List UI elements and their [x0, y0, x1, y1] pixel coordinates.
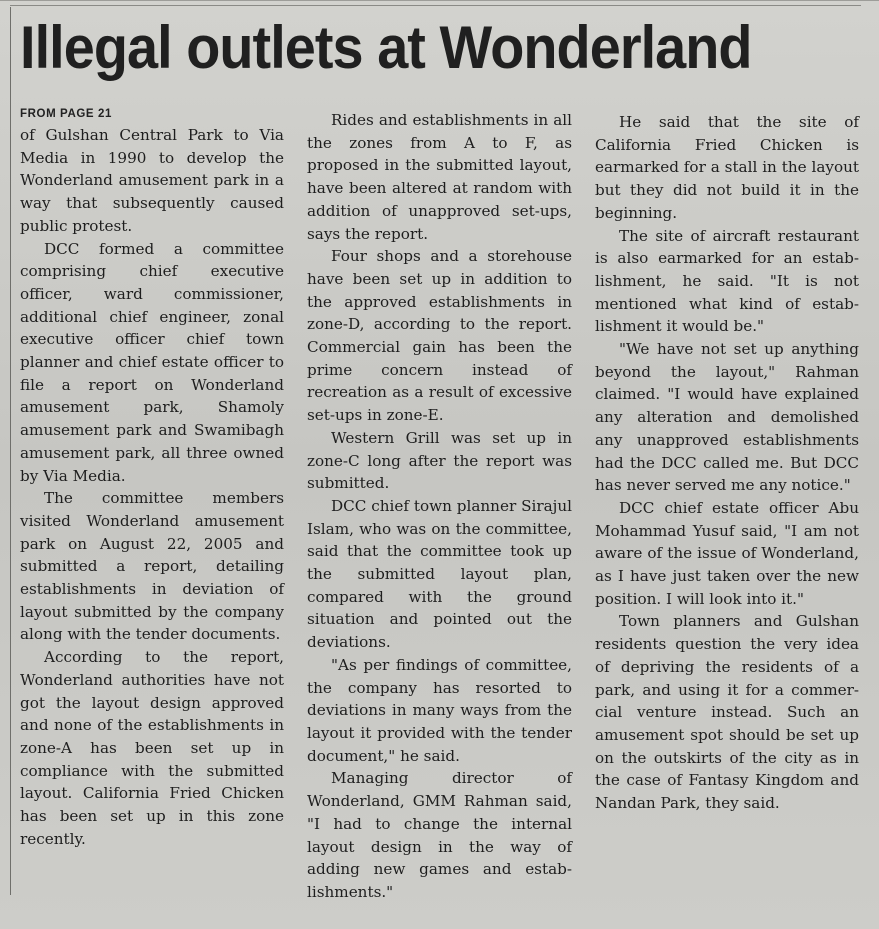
paragraph: Managing director of Wonderland, GMM Rahman said, "I had to change the internal layout design in the way of adding new games and establishments." [307, 769, 572, 901]
paragraph: Four shops and a storehouse have been set up in addition to the approved establishments in zone-D, according to the report. Commercial gain has been the prime concern instead of recreation as a result of excessive set-ups in zone-E. [307, 247, 572, 425]
top-rule [10, 5, 861, 6]
article-column-1 [20, 105, 284, 851]
article-column-3 [595, 111, 859, 815]
paragraph: of Gulshan Central Park to Via Media in 1990 to develop the Wonderland amusement park in a way that subsequently caused public protest. [20, 126, 284, 235]
paragraph: According to the report, Wonderland authorities have not got the layout design approved and none of the establishments in zone-A has been set up in compliance with the submitted layout. California Fried Chicken has been set up in this zone recently. [20, 648, 284, 848]
headline: Illegal outlets at Wonderland [20, 14, 752, 81]
paragraph: DCC formed a committee comprising chief executive officer, ward commissioner, additional chief engineer, zonal executive officer chief town planner and chief estate officer to file a report on Wonderland amusement park, Shamoly amusement park and Swamibagh amusement park, all three owned by Via Media. [20, 239, 284, 485]
paragraph: He said that the site of California Fried Chicken is earmarked for a stall in the layout but they did not build it in the beginning. [595, 113, 859, 222]
paragraph: "We have not set up anything beyond the layout," Rahman claimed. "I would have explained any alteration and demolished any unapproved establishments had the DCC called me. But DCC has never served me any notice." [595, 340, 859, 495]
paragraph: DCC chief town planner Sirajul Islam, who was on the committee, said that the committee took up the submitted layout plan, compared with the ground situation and pointed out the deviations. [307, 496, 572, 652]
paragraph: Western Grill was set up in zone-C long after the report was submitted. [307, 428, 572, 493]
from-page-label: FROM PAGE 21 [20, 108, 112, 120]
paragraph: "As per findings of committee, the company has resorted to deviations in many ways from the layout it provided with the tender document," he said. [307, 655, 572, 765]
left-rule [10, 7, 11, 895]
paragraph: The site of aircraft restaurant is also earmarked for an establishment, he said. "It is not mentioned what kind of establishment it would be." [595, 226, 859, 336]
paragraph: DCC chief estate officer Abu Mohammad Yusuf said, "I am not aware of the issue of Wonderland, as I have just taken over the new position. I will look into it." [595, 498, 859, 608]
paragraph: The committee members visited Wonderland amusement park on August 22, 2005 and submitted a report, detailing establishments in deviation of layout submitted by the company along with the tender documents. [20, 489, 284, 644]
paragraph: Town planners and Gulshan residents question the very idea of depriving the residents of a park, and using it for a commercial venture instead. Such an amusement spot should be set up on the outskirts of the city as in the case of Fantasy Kingdom and Nandan Park, they said. [595, 612, 859, 813]
article-column-2 [307, 109, 572, 904]
paragraph: Rides and establishments in all the zones from A to F, as proposed in the submitted layout, have been altered at random with addition of unapproved set-ups, says the report. [307, 111, 572, 243]
